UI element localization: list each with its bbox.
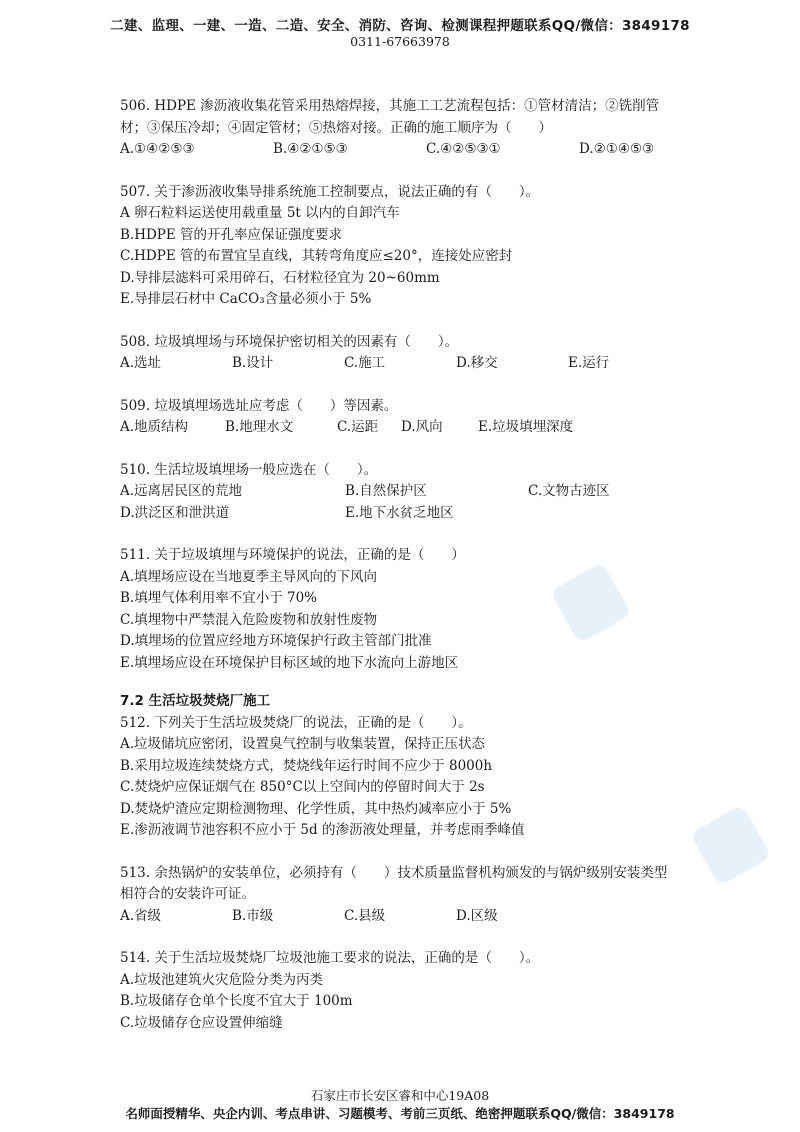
- footer-contact-line: 名师面授精华、央企内训、考点串讲、习题模考、考前三页纸、绝密押题联系QQ/微信：3849178: [125, 1106, 675, 1121]
- option-c: C.焚烧炉应保证烟气在 850°C以上空间内的停留时间大于 2s: [120, 779, 485, 795]
- option-a: A.①④②⑤③: [120, 141, 195, 157]
- option-a: A 卵石粒料运送使用载重量 5t 以内的自卸汽车: [120, 205, 400, 221]
- question-513: [120, 863, 700, 928]
- option-e: E.地下水贫乏地区: [345, 504, 454, 521]
- section-heading: 7.2 生活垃圾焚烧厂施工: [120, 693, 271, 709]
- question-stem: 材；③保压冷却；④固定管材；⑤热熔对接。正确的施工顺序为（ ）: [120, 119, 552, 136]
- option-d: D.②①④⑤③: [579, 141, 655, 157]
- option-d: D.移交: [456, 355, 498, 371]
- question-stem: 相符合的安装许可证。: [120, 886, 255, 902]
- header-contact-line: 二建、监理、一建、一造、二造、安全、消防、咨询、检测课程押题联系QQ/微信：3849178: [110, 18, 690, 34]
- options-row: [120, 139, 700, 161]
- question-stem: 510. 生活垃圾填埋场一般应选在（ ）。: [120, 461, 378, 478]
- question-stem: 506. HDPE 渗沥液收集花管采用热熔焊接，其施工工艺流程包括：①管材清洁；②铣削管: [120, 98, 660, 114]
- question-stem: 507. 关于渗沥液收集导排系统施工控制要点，说法正确的有（ ）。: [120, 183, 540, 200]
- option-e: E.导排层石材中 CaCO₃含量必须小于 5%: [120, 291, 372, 307]
- option-a: A.填埋场应设在当地夏季主导风向的下风向: [120, 568, 378, 585]
- option-a: A.选址: [120, 355, 162, 371]
- question-stem: 512. 下列关于生活垃圾焚烧厂的说法，正确的是（ ）。: [120, 714, 472, 731]
- option-d: D.洪泛区和泄洪道: [120, 504, 230, 521]
- options-row: [120, 353, 700, 375]
- option-c: C.填埋物中严禁混入危险废物和放射性废物: [120, 611, 378, 628]
- option-b: B.设计: [232, 355, 274, 371]
- header-phone: 0311-67663978: [350, 34, 450, 49]
- option-b: B.自然保护区: [345, 483, 427, 499]
- option-c: C.县级: [344, 907, 386, 924]
- options-row: [120, 503, 700, 525]
- option-e: E.填埋场应设在环境保护目标区域的地下水流向上游地区: [120, 654, 459, 671]
- option-c: C.施工: [344, 355, 386, 371]
- question-507: [120, 182, 700, 311]
- option-b: B.市级: [232, 907, 274, 924]
- question-514: [120, 948, 700, 1034]
- option-e: E.运行: [568, 355, 610, 371]
- option-b: B.垃圾储存仓单个长度不宜大于 100m: [120, 993, 353, 1009]
- options-row: [120, 417, 700, 439]
- options-row: [120, 906, 700, 928]
- option-d: D.区级: [456, 907, 498, 924]
- option-b: B.地理水文: [225, 419, 294, 435]
- question-509: [120, 396, 700, 439]
- footer-address: 石家庄市长安区睿和中心19A08: [310, 1088, 490, 1103]
- option-b: B.HDPE 管的开孔率应保证强度要求: [120, 226, 343, 243]
- question-stem: 514. 关于生活垃圾焚烧厂垃圾池施工要求的说法，正确的是（ ）。: [120, 950, 540, 966]
- question-stem: 513. 余热锅炉的安装单位，必须持有（ ）技术质量监督机构颁发的与锅炉级别安装类型: [120, 864, 668, 881]
- document-body: [120, 96, 700, 1055]
- option-b: B.采用垃圾连续焚烧方式，焚烧线年运行时间不应少于 8000h: [120, 757, 493, 774]
- option-c: C.文物古迹区: [528, 483, 610, 499]
- question-510: [120, 460, 700, 525]
- option-d: D.焚烧炉渣应定期检测物理、化学性质，其中热灼减率应小于 5%: [120, 800, 512, 817]
- option-e: E.渗沥液调节池容积不应小于 5d 的渗沥液处理量，并考虑雨季峰值: [120, 822, 525, 838]
- option-b: B.填埋气体利用率不宜小于 70%: [120, 590, 318, 606]
- option-d: D.填埋场的位置应经地方环境保护行政主管部门批准: [120, 633, 432, 649]
- option-e: E.垃圾填埋深度: [478, 419, 574, 435]
- option-a: A.地质结构: [120, 419, 189, 435]
- option-a: A.远离居民区的荒地: [120, 483, 243, 499]
- question-511: [120, 545, 700, 674]
- option-d: D.风向: [401, 419, 443, 435]
- option-d: D.导排层滤料可采用碎石，石材粒径宜为 20~60mm: [120, 269, 440, 286]
- options-row: [120, 481, 700, 503]
- question-stem: 511. 关于垃圾填埋与环境保护的说法，正确的是（ ）: [120, 547, 465, 563]
- option-c: C.④②⑤③①: [426, 141, 501, 157]
- question-stem: 508. 垃圾填埋场与环境保护密切相关的因素有（ ）。: [120, 333, 459, 350]
- question-512: [120, 713, 700, 842]
- option-b: B.④②①⑤③: [273, 141, 348, 157]
- option-c: C.HDPE 管的布置宜呈直线，其转弯角度应≤20°，连接处应密封: [120, 248, 513, 264]
- question-506: [120, 96, 700, 161]
- option-c: C.运距: [337, 419, 379, 435]
- option-a: A.垃圾池建筑火灾危险分类为丙类: [120, 971, 324, 988]
- option-c: C.垃圾储存仓应设置伸缩缝: [120, 1014, 283, 1031]
- question-508: [120, 332, 700, 375]
- question-stem: 509. 垃圾填埋场选址应考虑（ ）等因素。: [120, 397, 398, 414]
- option-a: A.垃圾储坑应密闭，设置臭气控制与收集装置，保持正压状态: [120, 736, 486, 752]
- option-a: A.省级: [120, 907, 162, 924]
